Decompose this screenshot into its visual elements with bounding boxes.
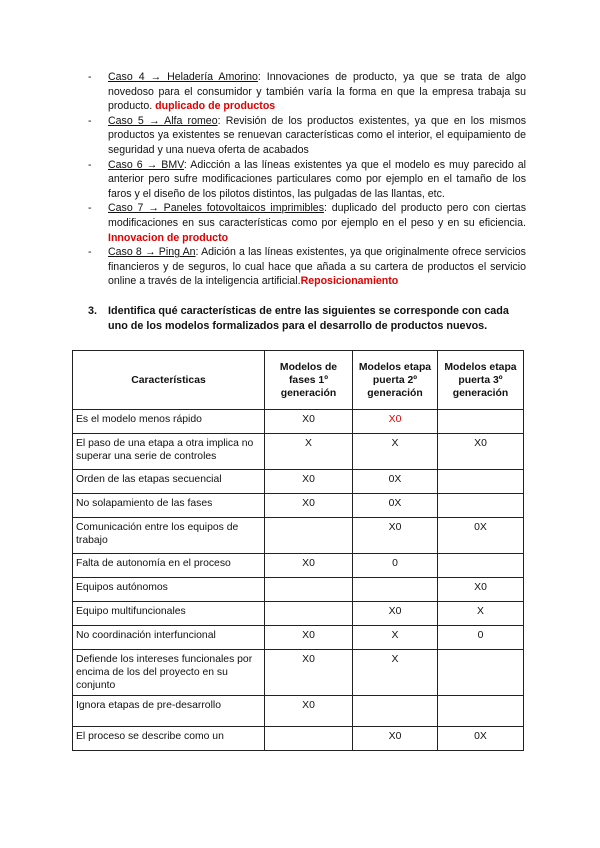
characteristic-cell: El paso de una etapa a otra implica no superar una serie de controles <box>73 434 265 470</box>
mark-cell: X0 <box>353 410 438 434</box>
mark-cell: X0 <box>265 696 353 727</box>
case-text: : Innovaciones de producto, ya que se trata de algo novedoso para el consumidor y también varía la forma en que la empresa trabaja su producto. <box>108 71 526 113</box>
mark-cell: X <box>265 434 353 470</box>
characteristic-cell: Ignora etapas de pre-desarrollo <box>73 696 265 727</box>
case-item <box>88 70 526 114</box>
header-etapa-puerta-2g: Modelos etapa puerta 2º generación <box>353 351 438 410</box>
mark-cell <box>438 650 524 696</box>
mark-cell: X0 <box>265 554 353 578</box>
table-row <box>73 470 524 494</box>
table-row <box>73 410 524 434</box>
characteristic-cell: No solapamiento de las fases <box>73 494 265 518</box>
mark-cell: 0 <box>438 626 524 650</box>
mark-cell: X <box>353 650 438 696</box>
mark-cell: X0 <box>265 626 353 650</box>
case-item <box>88 114 526 158</box>
mark-cell: X0 <box>353 727 438 751</box>
characteristic-cell: El proceso se describe como un <box>73 727 265 751</box>
mark-cell <box>438 696 524 727</box>
header-etapa-puerta-3g: Modelos etapa puerta 3º generación <box>438 351 524 410</box>
mark-cell: 0X <box>438 518 524 554</box>
characteristic-cell: Falta de autonomía en el proceso <box>73 554 265 578</box>
mark-cell <box>265 578 353 602</box>
table-row <box>73 494 524 518</box>
case-note: Innovacion de producto <box>108 231 229 244</box>
case-text: : Revisión de los productos existentes, ya que en los mismos productos ya existentes se renuevan características como el interior, el equipamiento de seguridad y una nueva oferta de acabados <box>108 114 527 156</box>
case-label: Caso 5 → Alfa romeo <box>108 114 218 127</box>
question-text: Identifica qué características de entre las siguientes se corresponde con cada uno de los modelos formalizados para el desarrollo de productos nuevos. <box>108 305 509 332</box>
case-label: Caso 7 → Paneles fotovoltaicos imprimibles <box>108 202 324 215</box>
characteristic-cell: Orden de las etapas secuencial <box>73 470 265 494</box>
mark-cell: 0 <box>353 554 438 578</box>
characteristic-cell: No coordinación interfuncional <box>73 626 265 650</box>
models-table <box>72 350 524 751</box>
case-label: Caso 8 → Ping An <box>108 246 196 259</box>
table-row <box>73 578 524 602</box>
mark-cell: X0 <box>265 470 353 494</box>
case-text: : duplicado del producto pero con ciertas modificaciones en sus características como por ejemplo en el peso y en su eficiencia. <box>108 202 526 229</box>
table-row <box>73 727 524 751</box>
mark-cell <box>265 602 353 626</box>
characteristic-cell: Es el modelo menos rápido <box>73 410 265 434</box>
mark-cell <box>438 554 524 578</box>
mark-cell: X0 <box>438 578 524 602</box>
question-3 <box>88 304 528 334</box>
bullet-dash: - <box>88 158 92 171</box>
mark-cell: X <box>438 602 524 626</box>
mark-cell: X0 <box>353 602 438 626</box>
case-label: Caso 6 → BMV <box>108 158 184 171</box>
table-row <box>73 626 524 650</box>
table-row <box>73 650 524 696</box>
case-item <box>88 158 526 202</box>
table-row <box>73 434 524 470</box>
characteristic-cell: Equipos autónomos <box>73 578 265 602</box>
table-row <box>73 518 524 554</box>
mark-cell: X0 <box>353 518 438 554</box>
case-note: duplicado de productos <box>155 100 276 113</box>
case-label: Caso 4 → Heladería Amorino <box>108 71 258 83</box>
characteristic-cell: Defiende los intereses funcionales por encima de los del proyecto en su conjunto <box>73 650 265 696</box>
mark-cell: X0 <box>438 434 524 470</box>
mark-cell <box>438 494 524 518</box>
mark-cell <box>265 727 353 751</box>
question-number: 3. <box>88 305 98 317</box>
mark-cell: X0 <box>265 650 353 696</box>
case-text: : Adición a las líneas existentes, ya que originalmente ofrece servicios financieros y de seguros, lo cual hace que añada a su cartera de productos el servicio online a través de la inteligencia artificial. <box>108 246 526 288</box>
mark-cell: X <box>353 434 438 470</box>
characteristic-cell: Equipo multifuncionales <box>73 602 265 626</box>
table-row <box>73 696 524 727</box>
case-note: Reposicionamiento <box>300 275 399 288</box>
mark-cell <box>438 410 524 434</box>
bullet-dash: - <box>88 246 92 259</box>
bullet-dash: - <box>88 114 92 127</box>
table-row <box>73 602 524 626</box>
bullet-dash: - <box>88 71 92 83</box>
characteristic-cell: Comunicación entre los equipos de trabajo <box>73 518 265 554</box>
header-caracteristicas: Características <box>73 351 265 410</box>
mark-cell <box>353 578 438 602</box>
mark-cell: X0 <box>265 494 353 518</box>
case-item <box>88 201 526 245</box>
case-text: : Adicción a las líneas existentes ya que el modelo es muy parecido al anterior pero sufre modificaciones particulares como por ejemplo en el tamaño de los faros y el diseño de los pilotos distintos, las pulgadas de las llantas, etc. <box>108 158 526 200</box>
case-item <box>88 245 526 289</box>
mark-cell: X0 <box>265 410 353 434</box>
mark-cell: 0X <box>353 470 438 494</box>
mark-cell: 0X <box>438 727 524 751</box>
table-row <box>73 554 524 578</box>
mark-cell: X <box>353 626 438 650</box>
table-header-row <box>73 351 524 410</box>
mark-cell <box>265 518 353 554</box>
mark-cell <box>353 696 438 727</box>
bullet-dash: - <box>88 202 92 215</box>
case-list <box>88 70 526 289</box>
header-fases-1g: Modelos de fases 1º generación <box>265 351 353 410</box>
mark-cell <box>438 470 524 494</box>
mark-cell: 0X <box>353 494 438 518</box>
